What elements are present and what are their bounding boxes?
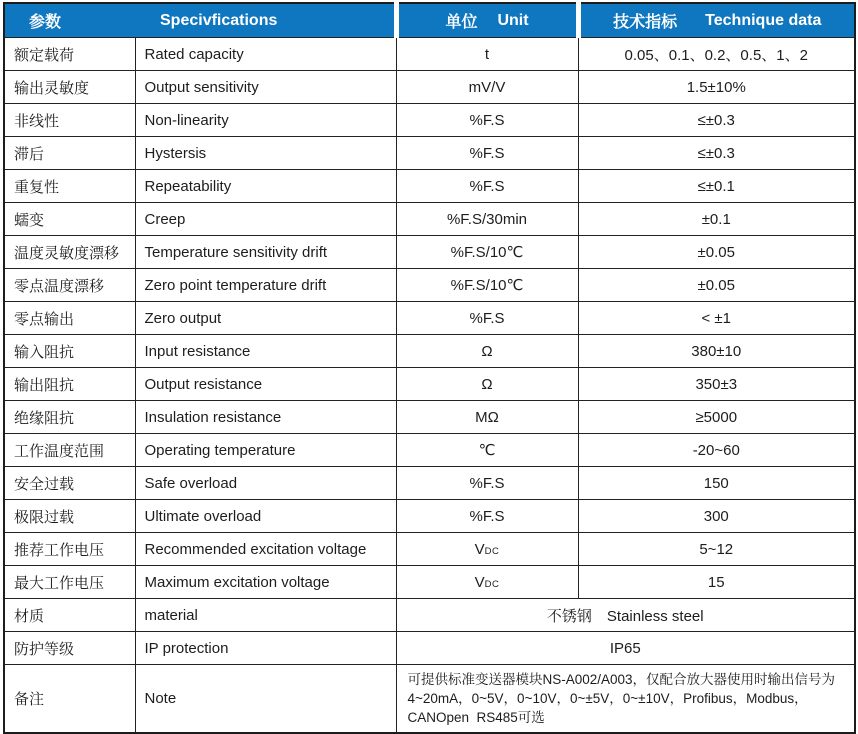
table-row xyxy=(4,665,855,734)
table-row xyxy=(4,236,855,269)
table-body xyxy=(4,38,855,734)
unit-cell: %F.S/30min xyxy=(396,203,578,236)
value-cell: 350±3 xyxy=(578,368,855,401)
table-row xyxy=(4,632,855,665)
param-zh-cell: 绝缘阻抗 xyxy=(4,401,135,434)
table-row xyxy=(4,434,855,467)
spec-en-cell: Output resistance xyxy=(135,368,396,401)
note-line: 4~20mA，0~5V，0~10V，0~±5V，0~±10V，Profibus，Modbus， xyxy=(407,691,808,706)
table-row xyxy=(4,104,855,137)
unit-cell: %F.S xyxy=(396,137,578,170)
note-line: CANOpen RS485可选 xyxy=(407,710,545,725)
value-cell: 15 xyxy=(578,566,855,599)
param-zh-cell: 零点温度漂移 xyxy=(4,269,135,302)
table-row xyxy=(4,335,855,368)
unit-subscript: DC xyxy=(484,578,500,590)
table-row xyxy=(4,38,855,71)
param-zh-cell: 推荐工作电压 xyxy=(4,533,135,566)
spec-en-cell: Operating temperature xyxy=(135,434,396,467)
unit-main: V xyxy=(474,573,485,591)
param-zh-cell: 零点输出 xyxy=(4,302,135,335)
unit-cell: Ω xyxy=(396,368,578,401)
spec-en-cell: Note xyxy=(135,665,396,734)
value-cell: 0.05、0.1、0.2、0.5、1、2 xyxy=(578,38,855,71)
value-cell: 300 xyxy=(578,500,855,533)
value-cell: 380±10 xyxy=(578,335,855,368)
spec-en-cell: Safe overload xyxy=(135,467,396,500)
param-zh-cell: 最大工作电压 xyxy=(4,566,135,599)
table-row xyxy=(4,566,855,599)
param-zh-cell: 温度灵敏度漂移 xyxy=(4,236,135,269)
unit-cell: %F.S/10℃ xyxy=(396,269,578,302)
param-zh-cell: 材质 xyxy=(4,599,135,632)
param-zh-cell: 极限过载 xyxy=(4,500,135,533)
param-zh-cell: 安全过载 xyxy=(4,467,135,500)
value-cell: 150 xyxy=(578,467,855,500)
value-cell: ≥5000 xyxy=(578,401,855,434)
spec-en-cell: Ultimate overload xyxy=(135,500,396,533)
unit-main: V xyxy=(474,540,485,558)
table-row xyxy=(4,137,855,170)
spec-en-cell: Repeatability xyxy=(135,170,396,203)
unit-cell: %F.S xyxy=(396,467,578,500)
spec-en-cell: Rated capacity xyxy=(135,38,396,71)
value-cell: 1.5±10% xyxy=(578,71,855,104)
value-cell: ≤±0.1 xyxy=(578,170,855,203)
spec-en-cell: Recommended excitation voltage xyxy=(135,533,396,566)
unit-cell: ℃ xyxy=(396,434,578,467)
spec-en-cell: material xyxy=(135,599,396,632)
param-zh-cell: 工作温度范围 xyxy=(4,434,135,467)
value-cell: ±0.05 xyxy=(578,269,855,302)
unit-cell: Ω xyxy=(396,335,578,368)
header-data-en: Technique data xyxy=(705,11,822,29)
table-row xyxy=(4,368,855,401)
table-row xyxy=(4,71,855,104)
value-cell: ±0.05 xyxy=(578,236,855,269)
param-zh-cell: 额定载荷 xyxy=(4,38,135,71)
header-data-zh: 技术指标 xyxy=(613,14,678,31)
header-row xyxy=(4,3,855,38)
note-cell xyxy=(396,665,855,734)
header-specifications-label: Specivfications xyxy=(160,11,278,29)
spec-en-cell: Zero point temperature drift xyxy=(135,269,396,302)
table-row xyxy=(4,500,855,533)
header-unit-zh: 单位 xyxy=(445,14,478,31)
param-zh-cell: 重复性 xyxy=(4,170,135,203)
param-zh-cell: 非线性 xyxy=(4,104,135,137)
unit-cell xyxy=(396,533,578,566)
param-zh-cell: 备注 xyxy=(4,665,135,734)
table-row xyxy=(4,170,855,203)
unit-cell: t xyxy=(396,38,578,71)
spec-en-cell: Temperature sensitivity drift xyxy=(135,236,396,269)
value-cell: -20~60 xyxy=(578,434,855,467)
value-cell: ≤±0.3 xyxy=(578,137,855,170)
value-cell: ≤±0.3 xyxy=(578,104,855,137)
value-cell: ±0.1 xyxy=(578,203,855,236)
unit-cell: %F.S xyxy=(396,302,578,335)
table-header xyxy=(4,3,855,38)
param-zh-cell: 输入阻抗 xyxy=(4,335,135,368)
table-row xyxy=(4,302,855,335)
spec-en-cell: Non-linearity xyxy=(135,104,396,137)
header-unit xyxy=(396,3,578,38)
header-unit-en: Unit xyxy=(497,11,529,29)
param-zh-cell: 蠕变 xyxy=(4,203,135,236)
unit-cell: mV/V xyxy=(396,71,578,104)
value-cell: < ±1 xyxy=(578,302,855,335)
unit-cell: %F.S xyxy=(396,170,578,203)
table-row xyxy=(4,467,855,500)
spec-en-cell: Maximum excitation voltage xyxy=(135,566,396,599)
header-param xyxy=(4,3,135,38)
spec-en-cell: IP protection xyxy=(135,632,396,665)
unit-cell: MΩ xyxy=(396,401,578,434)
unit-cell: %F.S xyxy=(396,104,578,137)
note-line: 可提供标准变送器模块NS-A002/A003，仅配合放大器使用时输出信号为 xyxy=(407,672,836,687)
spec-en-cell: Creep xyxy=(135,203,396,236)
merged-value-cell: 不锈钢 Stainless steel xyxy=(396,599,855,632)
unit-cell: %F.S/10℃ xyxy=(396,236,578,269)
spec-en-cell: Insulation resistance xyxy=(135,401,396,434)
param-zh-cell: 输出灵敏度 xyxy=(4,71,135,104)
spec-en-cell: Output sensitivity xyxy=(135,71,396,104)
spec-en-cell: Zero output xyxy=(135,302,396,335)
unit-cell xyxy=(396,566,578,599)
param-zh-cell: 防护等级 xyxy=(4,632,135,665)
table-row xyxy=(4,203,855,236)
param-zh-cell: 滞后 xyxy=(4,137,135,170)
spec-table xyxy=(3,2,856,734)
header-technique-data xyxy=(578,3,855,38)
spec-en-cell: Input resistance xyxy=(135,335,396,368)
param-zh-cell: 输出阻抗 xyxy=(4,368,135,401)
header-specifications xyxy=(135,3,396,38)
table-row xyxy=(4,599,855,632)
value-cell: 5~12 xyxy=(578,533,855,566)
table-row xyxy=(4,269,855,302)
table-row xyxy=(4,533,855,566)
spec-en-cell: Hystersis xyxy=(135,137,396,170)
header-param-label: 参数 xyxy=(29,14,62,31)
unit-cell: %F.S xyxy=(396,500,578,533)
unit-subscript: DC xyxy=(484,545,500,557)
table-row xyxy=(4,401,855,434)
merged-value-cell: IP65 xyxy=(396,632,855,665)
